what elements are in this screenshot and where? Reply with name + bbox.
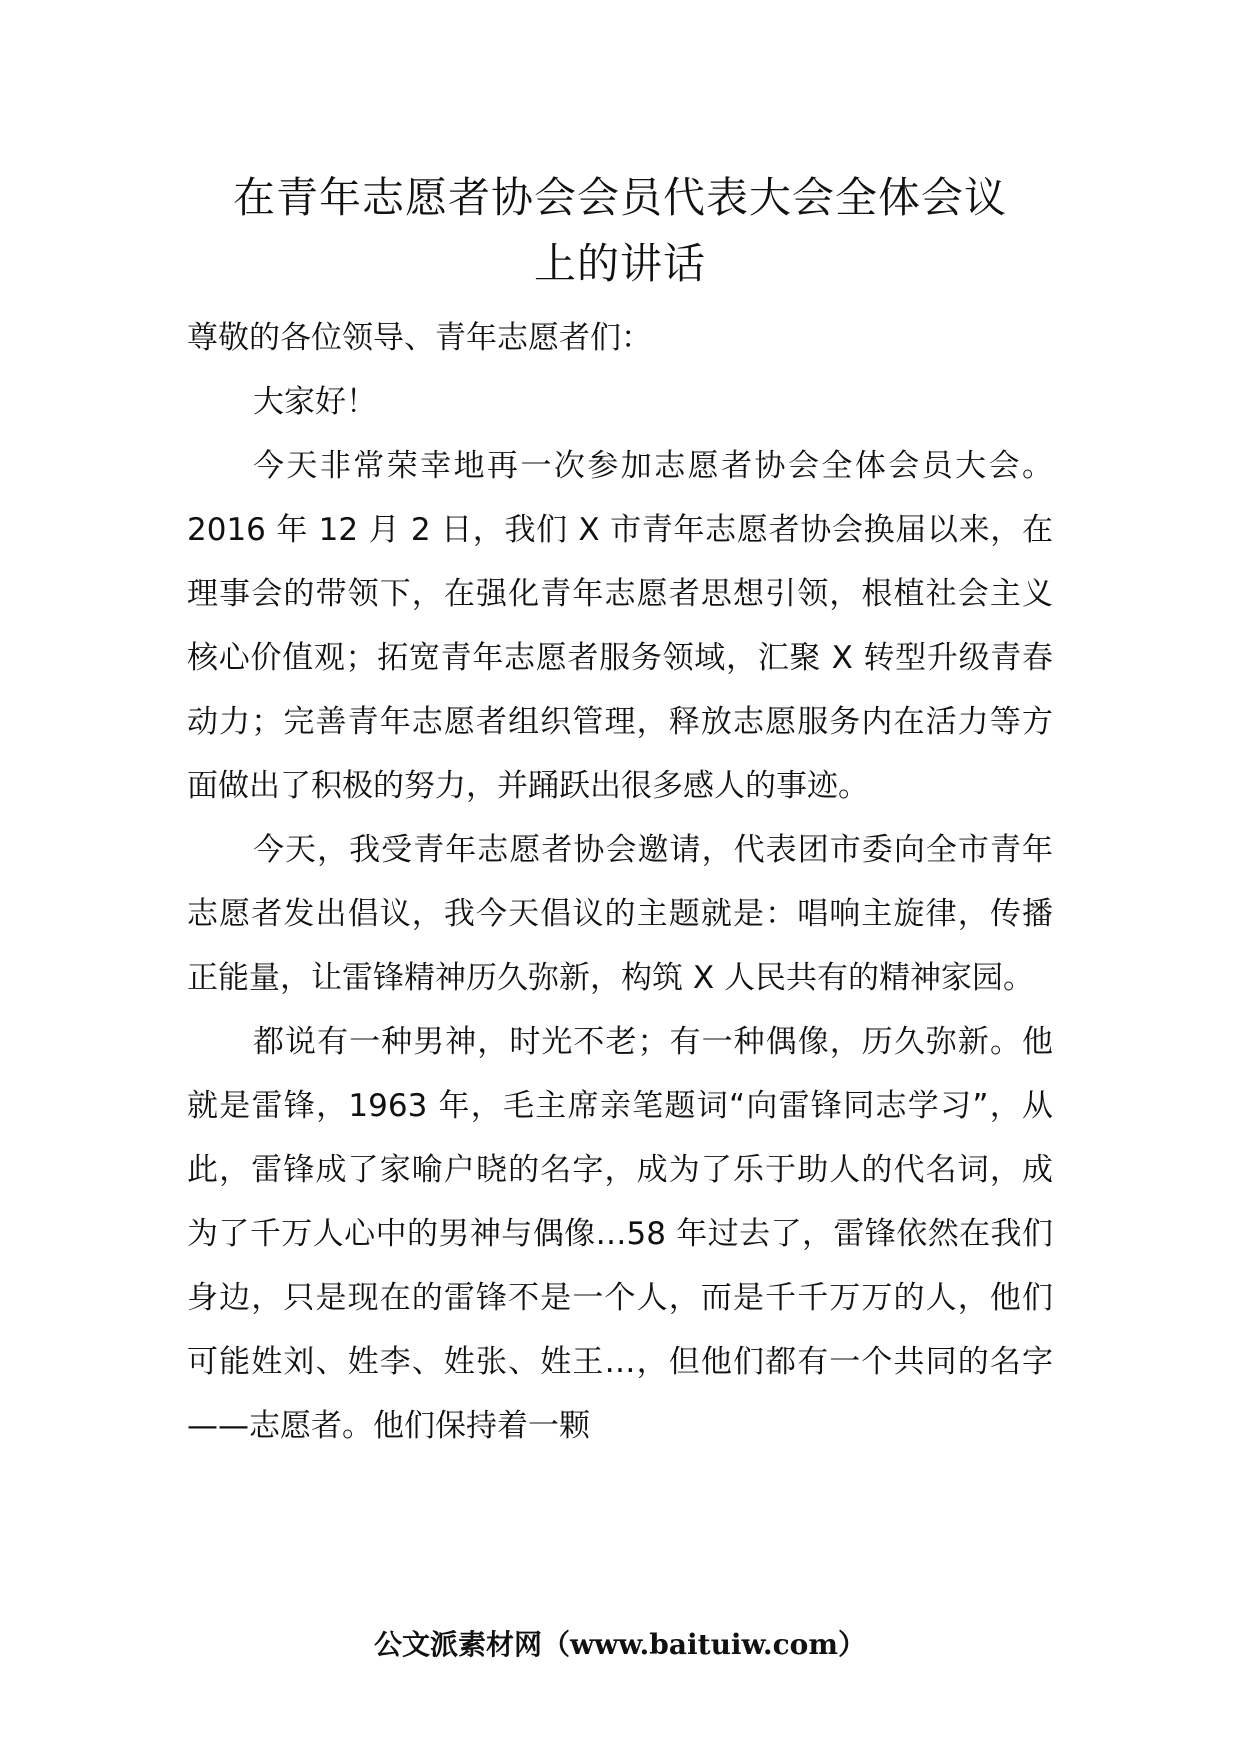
body-paragraph-2: 今天，我受青年志愿者协会邀请，代表团市委向全市青年志愿者发出倡议，我今天倡议的主题就是：唱响主旋律，传播正能量，让雷锋精神历久弥新，构筑 X 人民共有的精神家园。 xyxy=(187,832,1053,996)
salutation: 尊敬的各位领导、青年志愿者们： xyxy=(187,320,652,356)
document-title xyxy=(150,165,1090,297)
title-line-1: 在青年志愿者协会会员代表大会全体会议 xyxy=(232,173,1007,222)
body-paragraph-1: 今天非常荣幸地再一次参加志愿者协会全体会员大会。2016 年 12 月 2 日，我们 X 市青年志愿者协会换届以来，在理事会的带领下，在强化青年志愿者思想引领，根植社会主义核心价值观；拓宽青年志愿者服务领域，汇聚 X 转型升级青春动力；完善青年志愿者组织管理，释放志愿服务内在活力等方面做出了积极的努力，并踊跃出很多感人的事迹。 xyxy=(187,448,1053,804)
body-paragraph-3: 都说有一种男神，时光不老；有一种偶像，历久弥新。他就是雷锋，1963 年，毛主席亲笔题词“向雷锋同志学习”，从此，雷锋成了家喻户晓的名字，成为了乐于助人的代名词，成为了千万人心中的男神与偶像…58 年过去了，雷锋依然在我们身边，只是现在的雷锋不是一个人，而是千千万万的人，他们可能姓刘、姓李、姓张、姓王…，但他们都有一个共同的名字——志愿者。他们保持着一颗 xyxy=(187,1024,1053,1444)
document-body xyxy=(187,306,1053,1458)
greeting-paragraph: 大家好！ xyxy=(253,384,377,420)
source-footer: 公文派素材网（www.baituiw.com） xyxy=(374,1628,866,1661)
title-line-2: 上的讲话 xyxy=(533,239,706,288)
